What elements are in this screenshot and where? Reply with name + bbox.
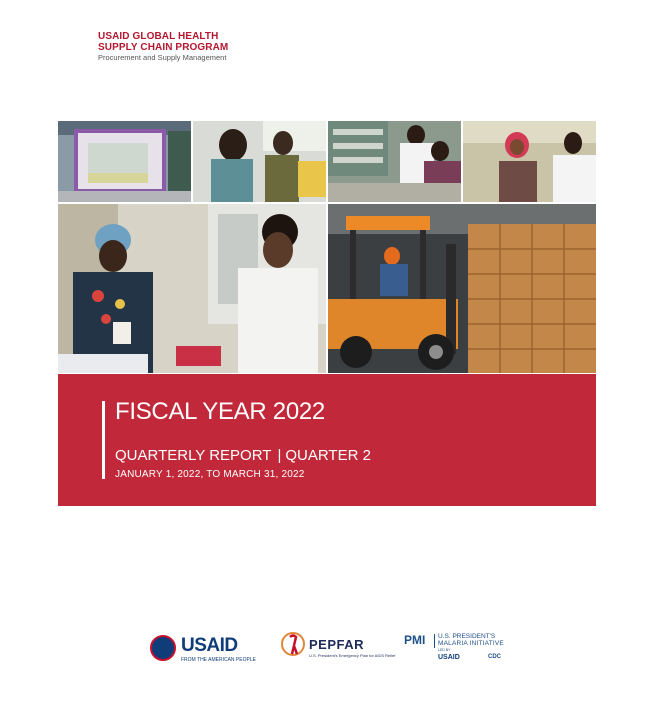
pmi-cdc-mark: CDC <box>488 654 501 660</box>
pmi-usaid-mark: USAID <box>438 654 460 661</box>
report-subtitle <box>115 447 371 464</box>
pmi-line1: U.S. PRESIDENT'S <box>438 633 496 640</box>
report-separator: | <box>277 447 282 464</box>
photo-pharmacy-counter <box>58 121 191 202</box>
pmi-line2: MALARIA INITIATIVE <box>438 640 504 647</box>
banner-accent-bar <box>102 401 105 479</box>
usaid-logo <box>150 633 256 667</box>
report-type: QUARTERLY REPORT <box>115 447 272 464</box>
title-banner <box>58 374 596 506</box>
report-dates: JANUARY 1, 2022, TO MARCH 31, 2022 <box>115 469 305 480</box>
pmi-wordmark: PMI <box>404 633 426 647</box>
report-title: FISCAL YEAR 2022 <box>115 398 325 425</box>
pepfar-wordmark: PEPFAR <box>309 637 365 652</box>
photo-pharmacist-talking <box>193 121 326 202</box>
pmi-logo <box>404 630 519 670</box>
program-name-line1: USAID GLOBAL HEALTH <box>98 31 219 42</box>
photo-forklift-warehouse <box>328 204 596 373</box>
pepfar-logo <box>281 632 396 666</box>
usaid-tagline: FROM THE AMERICAN PEOPLE <box>181 657 256 663</box>
pmi-led-by: LED BY <box>438 648 451 652</box>
program-name-line2: SUPPLY CHAIN PROGRAM <box>98 42 229 53</box>
pmi-divider <box>434 634 435 648</box>
report-quarter: QUARTER 2 <box>285 447 371 464</box>
pepfar-ribbon-icon <box>281 632 305 660</box>
photo-health-consultation <box>463 121 596 202</box>
photo-collage <box>58 121 596 373</box>
pepfar-tagline: U.S. President's Emergency Plan for AIDS Relief <box>309 653 396 658</box>
program-header <box>98 31 228 63</box>
usaid-seal-icon <box>150 635 176 661</box>
partner-logos <box>0 630 660 670</box>
usaid-wordmark: USAID <box>181 635 238 656</box>
photo-pharmacy-team <box>328 121 461 202</box>
photo-health-workers <box>58 204 326 373</box>
program-subtitle: Procurement and Supply Management <box>98 53 227 62</box>
